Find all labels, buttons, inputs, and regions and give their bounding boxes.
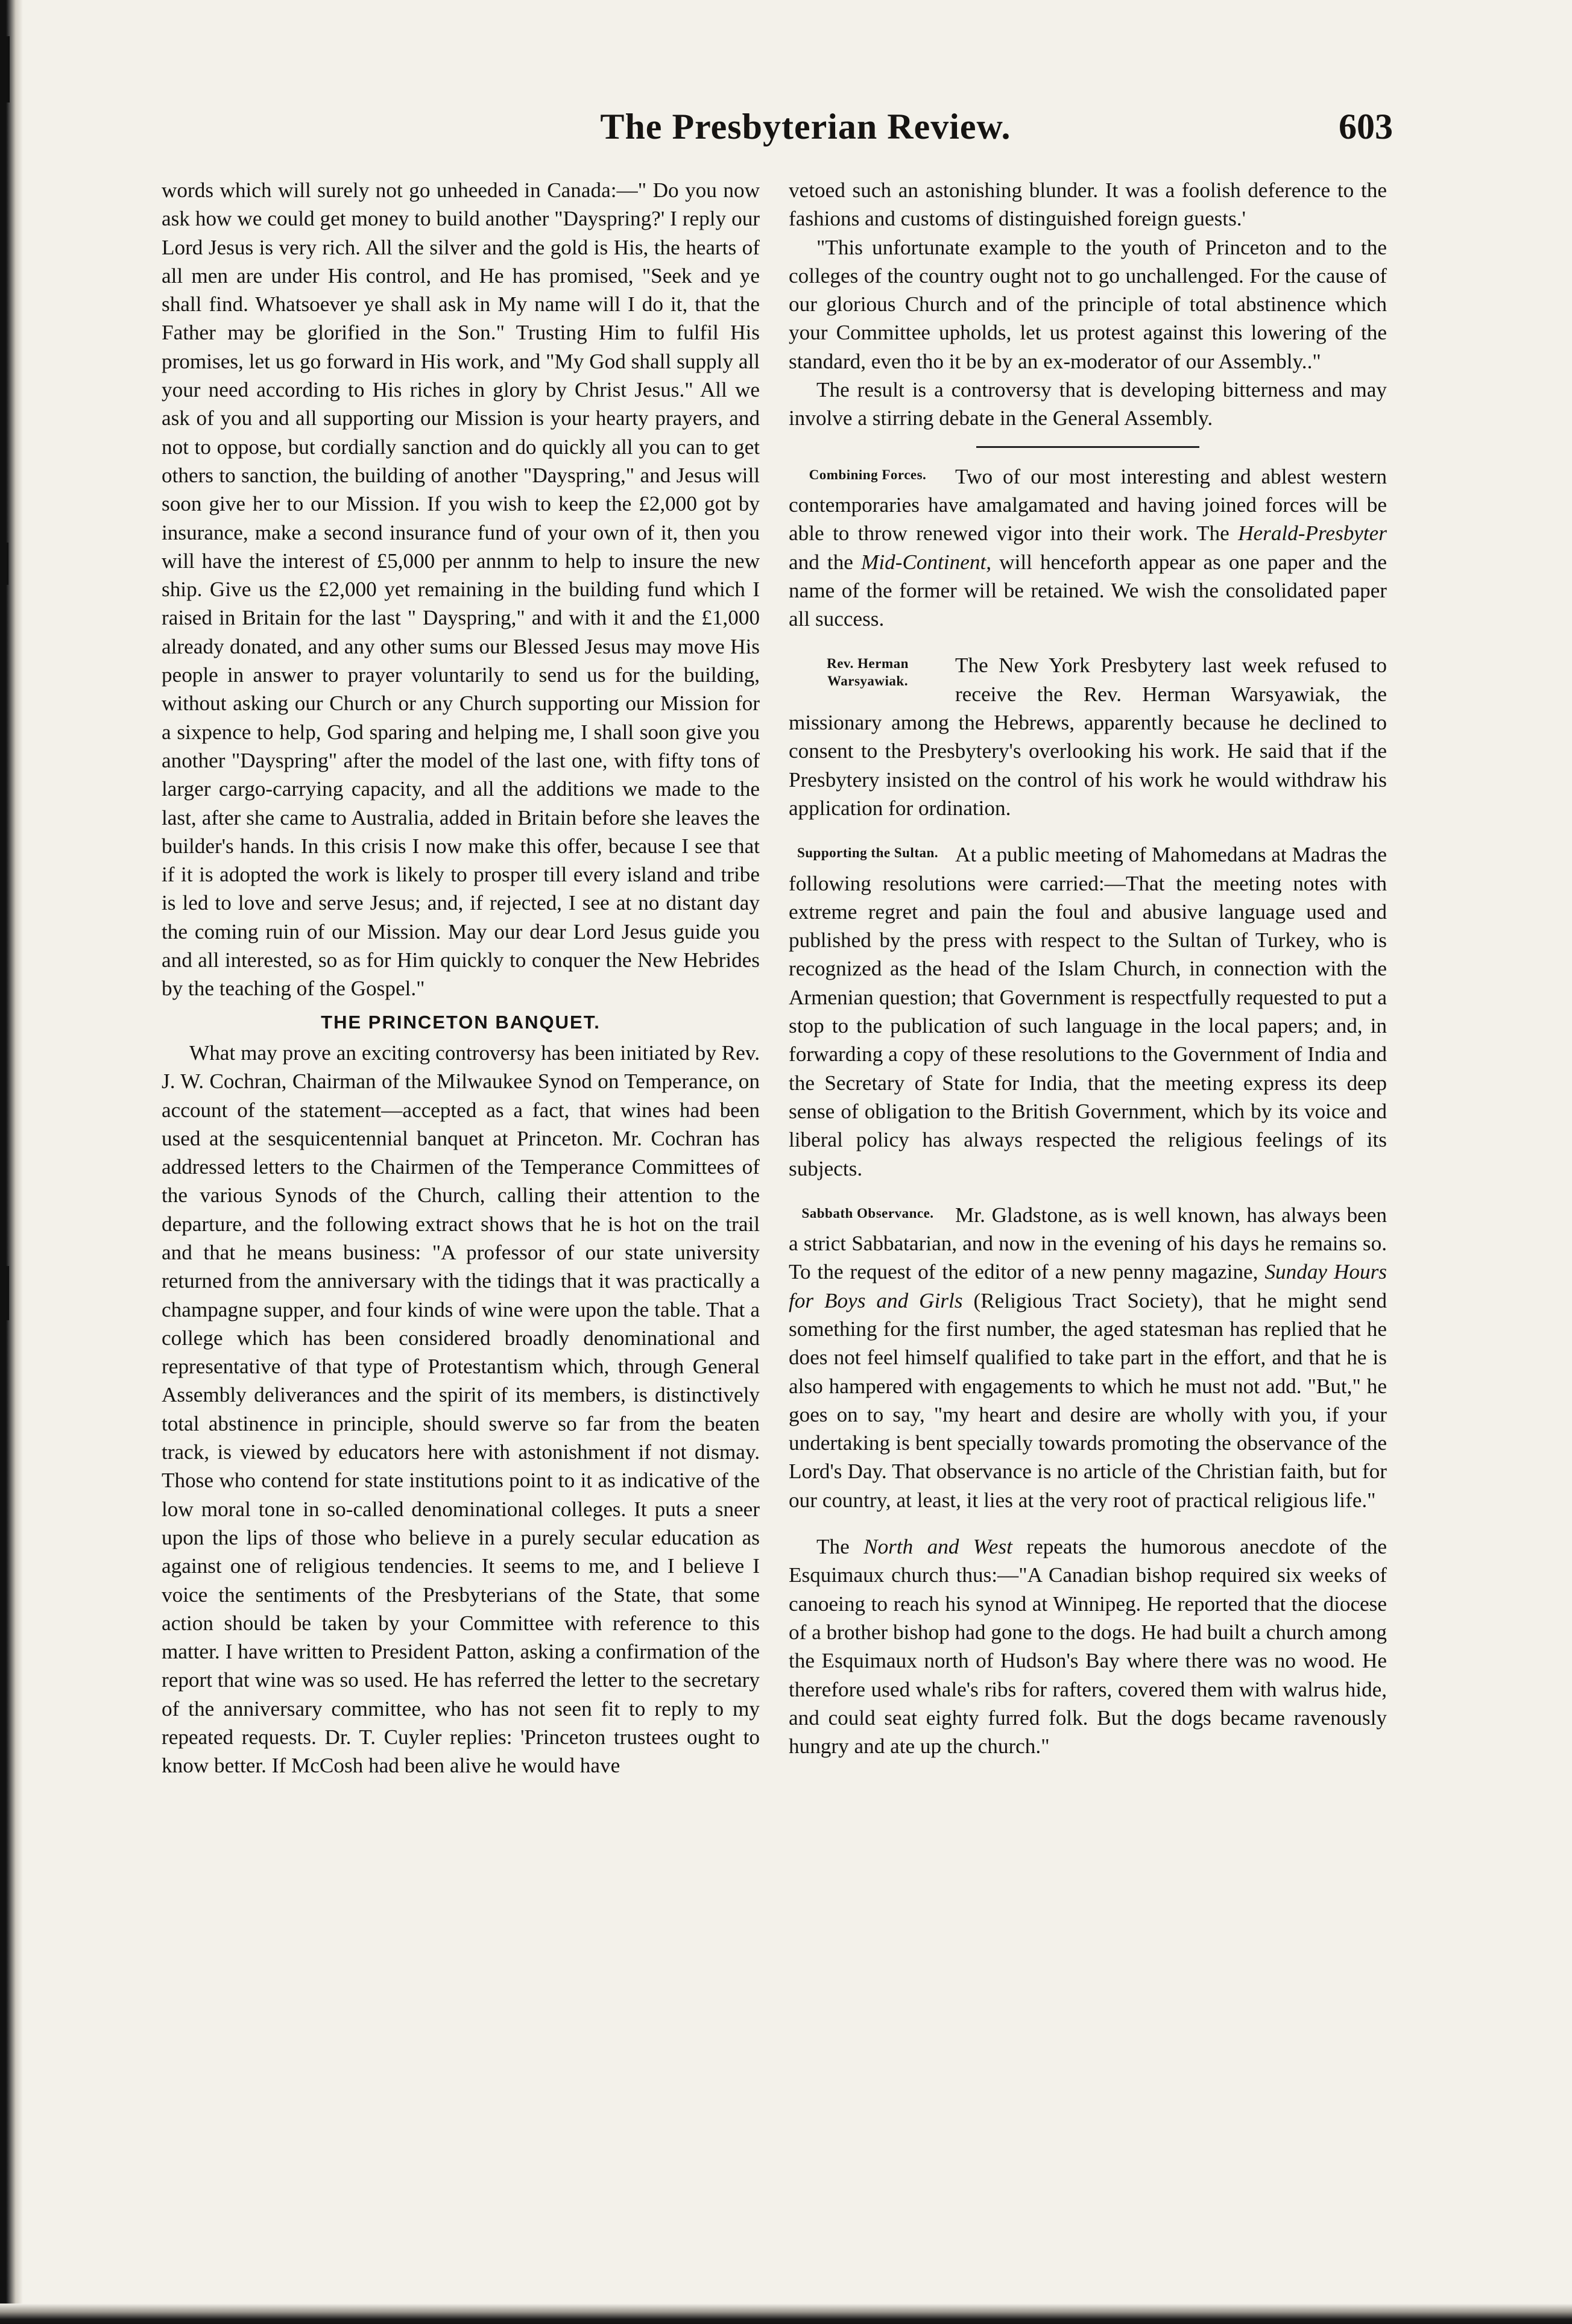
sabbath-observance-item <box>789 1201 1387 1514</box>
left-column <box>162 176 760 1780</box>
page-bottom-edge <box>0 2304 1572 2324</box>
esquimaux-anecdote-paragraph: The North and West repeats the humorous anecdote of the Esquimaux church thus:—"A Canadian bishop required six weeks of canoeing to reach his synod at Winnipeg. He reported that the diocese of a brother bishop had gone to the dogs. He had built a church among the Esquimaux north of Hudson's Bay where there was no wood. He therefore used whale's ribs for rafters, covered them with walrus hide, and could seat eighty furred folk. But the dogs became ravenously hungry and ate up the church." <box>789 1535 1387 1759</box>
side-note-label: Rev. Herman Warsyawiak. <box>827 656 909 689</box>
page-number: 603 <box>1339 107 1393 146</box>
periodical-title: Mid-Continent, <box>861 550 992 574</box>
periodical-title: Herald-Presbyter <box>1238 521 1387 546</box>
binding-mark <box>1 36 10 102</box>
dayspring-letter-paragraph: words which will surely not go unheeded in Canada:—" Do you now ask how we could get money to build another "Dayspring?' I reply our Lord Jesus is very rich. All the silver and the gold is His, the hearts of all men are under His control, and He has promised, "Seek and ye shall find. Whatsoever ye shall ask in My name will I do it, that the Father may be glorified in the Son." Trusting Him to fulfil His promises, let us go forward in His work, and "My God shall supply all your need according to His riches in glory by Christ Jesus." All we ask of you and all supporting our Mission is your hearty prayers, and not to oppose, but cordially sanction and do quickly all you can to get others to sanction, the building of another "Dayspring," and Jesus will soon give her to our Mission. If you wish to keep the £2,000 got by insurance, make a second insurance fund of your own of it, then you will have the interest of £5,000 per annnm to help to insure the new ship. Give us the £2,000 yet remaining in the building fund which I raised in Britain for the last " Dayspring," and with it and the £1,000 already donated, and any other sums our Blessed Jesus may move His people in answer to prayer voluntarily to send us for the building, without asking our Church or any Church supporting our Mission for a sixpence to help, God sparing and helping me, I shall soon give you another "Dayspring" after the model of the last one, with fifty tons of larger cargo-carrying capacity, and all the additions we made to the last, after she came to Australia, added in Britain before she leaves the builder's hands. In this crisis I now make this offer, because I see that if it is adopted the work is likely to prosper till every island and tribe is led to love and serve Jesus; and, if rejected, I see at no distant day the coming ruin of our Mission. May our dear Lord Jesus guide you and all interested, so as for Him quickly to conquer the New Hebrides by the teaching of the Gospel." <box>162 178 760 1001</box>
princeton-protest-paragraph: "This unfortunate example to the youth of Princeton and to the colleges of the country ought not to go unchallenged. For the cause of our glorious Church and of the principle of total abstinence which your Committee upholds, let us protest against this lowering of the standard, even tho it be by an ex-moderator of our Assembly.." <box>789 235 1387 373</box>
right-column <box>789 176 1387 1760</box>
item-text: At a public meeting of Mahomedans at Madras the following resolutions were carried:—That the meeting notes with extreme regret and pain the foul and abusive language used and published by the press with respect to the Sultan of Turkey, who is recognized as the head of the Islam Church, in connection with the Armenian question; that Government is respectfully requested to put a stop to the publication of such language in the local papers; and, in forwarding a copy of these resolutions to the Government of India and the Secretary of State for India, that the meeting express its deep sense of obligation to the British Government, which by its voice and liberal policy has always respected the religious feelings of its subjects. <box>789 843 1387 1180</box>
section-heading: THE PRINCETON BANQUET. <box>321 1011 601 1033</box>
princeton-banquet-paragraph: What may prove an exciting controversy has been initiated by Rev. J. W. Cochran, Chairman of the Milwaukee Synod on Temperance, on account of the statement—accepted as a fact, that wines had been used at the sesquicentennial banquet at Princeton. Mr. Cochran has addressed letters to the Chairmen of the Temperance Committees of the various Synods of the Church, calling their attention to the departure, and the following extract shows that he is hot on the trail and that he means business: "A professor of our state university returned from the anniversary with the tidings that it was practically a champagne supper, and four kinds of wine were upon the table. That a college which has been considered broadly denominational and representative of that type of Protestantism which, through General Assembly deliverances and the spirit of its members, is distinctively total abstinence in principle, should swerve so far from the beaten track, is viewed by educators here with astonishment if not dismay. Those who contend for state institutions point to it as indicative of the low moral tone in so-called denominational colleges. It puts a sneer upon the lips of those who believe in a purely secular education as against one of religious tendencies. It seems to me, and I believe I voice the sentiments of the Presbyterians of the State, that some action should be taken by your Committee with reference to this matter. I have written to President Patton, asking a confirmation of the report that wine was so used. He has referred the letter to the secretary of the anniversary committee, who has not seen fit to reply to my repeated requests. Dr. T. Cuyler replies: 'Princeton trustees ought to know better. If McCosh had been alive he would have <box>162 1041 760 1778</box>
sultan-item <box>789 840 1387 1183</box>
item-text: The New York Presbytery last week refused to receive the Rev. Herman Warsyawiak, the missionary among the Hebrews, apparently because he declined to consent to the Presbytery's overlooking his work. He said that if the Presbytery insisted on the control of his work he would withdraw his application for ordination. <box>789 653 1387 820</box>
controversy-paragraph: The result is a controversy that is developing bitterness and may involve a stirring debate in the General Assembly. <box>789 378 1387 430</box>
section-divider <box>976 446 1199 448</box>
running-head-title: The Presbyterian Review. <box>600 107 1011 146</box>
periodical-title: North and West <box>863 1535 1012 1559</box>
princeton-continued-paragraph: vetoed such an astonishing blunder. It was a foolish deference to the fashions and customs of distinguished foreign guests.' <box>789 178 1387 231</box>
warsyawiak-item <box>789 651 1387 822</box>
item-text: Mr. Gladstone, as is well known, has always been a strict Sabbatarian, and now in the evening of his days he remains so. To the request of the editor of a new penny magazine, Sunday Hours for Boys and Girls (Religious Tract Society), that he might send something for the first number, the aged statesman has replied that he does not feel himself qualified to take part in the effort, and that he is also hampered with engagements to which he must not add. "But," he goes on to say, "my heart and desire are wholly with you, if your undertaking is bent specially towards promoting the observance of the Lord's Day. That observance is no article of the Christian faith, but for our country, at least, it lies at the very root of practical religious life." <box>789 1203 1387 1512</box>
combining-forces-item <box>789 462 1387 634</box>
binding-mark <box>2 543 8 585</box>
item-text: Two of our most interesting and ablest western contemporaries have amalgamated and having joined forces will be able to throw renewed vigor into their work. The Herald-Presbyter and the Mid-Continent, will henceforth appear as one paper and the name of the former will be retained. We wish the consolidated paper all success. <box>789 464 1387 631</box>
side-note-label: Sabbath Observance. <box>801 1205 934 1221</box>
side-note-label: Supporting the Sultan. <box>797 845 939 861</box>
periodical-title: Sunday Hours for Boys and Girls <box>789 1260 1387 1312</box>
side-note-label: Combining Forces. <box>809 467 927 482</box>
book-binding-edge <box>0 0 23 2324</box>
binding-mark <box>2 1266 9 1320</box>
